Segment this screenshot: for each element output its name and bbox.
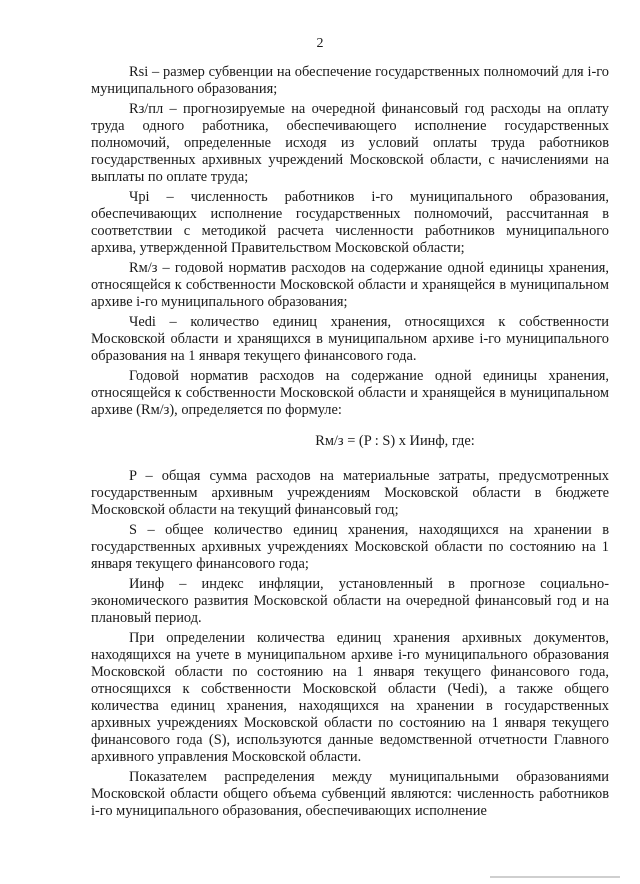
page-number: 2 (316, 36, 324, 51)
paragraph-counting: При определении количества единиц хранения архивных документов, находящихся на учете в муниципальном архиве i-го муниципального образования Московской области по состоянию на 1 января текущего финансового года, относящихся к собственности Московской области (Чеdi), а также общего количества единиц хранения, находящихся на хранении в государственных архивных учреждениях Московской области по состоянию на 1 января текущего финансового года (S), используются данные ведомственной отчетности Главного архивного управления Московской области. (91, 630, 609, 765)
paragraph-rz-pl: Rз/пл – прогнозируемые на очередной финансовый год расходы на оплату труда одного работника, обеспечивающего исполнение государственных полномочий, определенные исходя из условий оплаты труда работников государственных архивных учреждений Московской области, с начислениями на выплаты по оплате труда; (91, 101, 609, 185)
paragraph-p: P – общая сумма расходов на материальные затраты, предусмотренных государственным архивным учреждениям Московской области в бюджете Московской области на текущий финансовый год; (91, 468, 609, 518)
paragraph-chedi: Чеdi – количество единиц хранения, относящихся к собственности Московской области и хранящихся в муниципальном архиве i-го муниципального образования на 1 января текущего финансового года. (91, 314, 609, 364)
paragraph-inflation: Иинф – индекс инфляции, установленный в прогнозе социально-экономического развития Московской области на очередной финансовый год и на плановый период. (91, 576, 609, 626)
paragraph-distribution: Показателем распределения между муниципальными образованиями Московской области общего объема субвенций являются: численность работников i-го муниципального образования, обеспечивающих исполнение (91, 769, 609, 819)
paragraph-rsi: Rsi – размер субвенции на обеспечение государственных полномочий для i-го муниципального образования; (91, 64, 609, 97)
document-body (91, 64, 609, 823)
paragraph-chri: Чрi – численность работников i-го муниципального образования, обеспечивающих исполнение государственных полномочий, рассчитанная в соответствии с методикой расчета численности работников муниципального архива, утвержденной Правительством Московской области; (91, 189, 609, 256)
paragraph-rm-z: Rм/з – годовой норматив расходов на содержание одной единицы хранения, относящейся к собственности Московской области и хранящейся в муниципальном архиве i-го муниципального образования; (91, 260, 609, 310)
paragraph-s: S – общее количество единиц хранения, находящихся на хранении в государственных архивных учреждениях Московской области по состоянию на 1 января текущего финансового года; (91, 522, 609, 572)
paragraph-norm-intro: Годовой норматив расходов на содержание одной единицы хранения, относящейся к собственности Московской области и хранящейся в муниципальном архиве (Rм/з), определяется по формуле: (91, 368, 609, 418)
scan-edge-line (490, 876, 620, 878)
formula: Rм/з = (P : S) x Иинф, где: (315, 433, 475, 449)
